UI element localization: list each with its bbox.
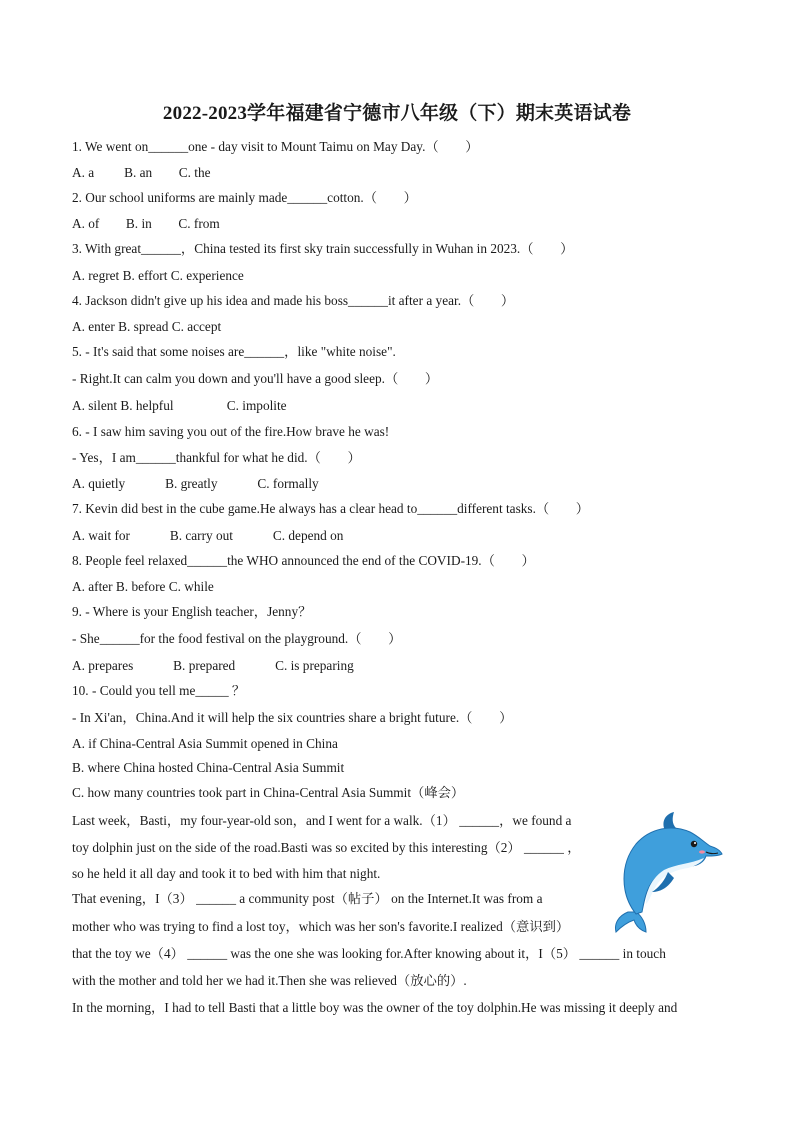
passage-line-4: That evening，I（3） ______ a community post（帖子） on the Internet.It was from a <box>72 891 543 906</box>
q8-options: A. after B. before C. while <box>72 579 214 594</box>
q6-stem: 6. - I saw him saving you out of the fire.How brave he was! <box>72 424 390 439</box>
q2-options: A. of B. in C. from <box>72 216 220 231</box>
q6-response: - Yes，I am______thankful for what he did.（ ） <box>72 450 361 465</box>
q10-option-a: A. if China-Central Asia Summit opened in China <box>72 736 338 751</box>
q10-stem: 10. - Could you tell me_____ ？ <box>72 683 246 698</box>
q1-options: A. a B. an C. the <box>72 165 211 180</box>
q4-stem: 4. Jackson didn't give up his idea and made his boss______it after a year.（ ） <box>72 293 515 308</box>
q9-stem: 9. - Where is your English teacher，Jenny？ <box>72 604 312 619</box>
passage-line-3: so he held it all day and took it to bed with him that night. <box>72 866 381 881</box>
q10-response: - In Xi'an，China.And it will help the six countries share a bright future.（ ） <box>72 710 513 725</box>
passage-line-7: with the mother and told her we had it.Then she was relieved（放心的）. <box>72 973 467 988</box>
dolphin-icon <box>616 812 723 932</box>
q2-stem: 2. Our school uniforms are mainly made______cotton.（ ） <box>72 190 417 205</box>
q9-options: A. prepares B. prepared C. is preparing <box>72 658 354 673</box>
q3-options: A. regret B. effort C. experience <box>72 268 244 283</box>
q10-option-b: B. where China hosted China-Central Asia Summit <box>72 760 345 775</box>
q7-stem: 7. Kevin did best in the cube game.He always has a clear head to______different tasks.（ ） <box>72 501 590 516</box>
passage-line-6: that the toy we（4） ______ was the one she was looking for.After knowing about it，I（5） ______ in touch <box>72 946 666 961</box>
exam-title: 2022-2023学年福建省宁德市八年级（下）期末英语试卷 <box>162 103 632 124</box>
q7-options: A. wait for B. carry out C. depend on <box>72 528 344 543</box>
q9-response: - She______for the food festival on the playground.（ ） <box>72 631 402 646</box>
q5-options: A. silent B. helpful C. impolite <box>72 398 287 413</box>
q3-stem: 3. With great______，China tested its first sky train successfully in Wuhan in 2023.（ ） <box>72 241 574 256</box>
dolphin-illustration <box>606 812 724 934</box>
q4-options: A. enter B. spread C. accept <box>72 319 222 334</box>
q5-response: - Right.It can calm you down and you'll have a good sleep.（ ） <box>72 371 439 386</box>
passage-line-8: In the morning，I had to tell Basti that a little boy was the owner of the toy dolphin.He was missing it deeply and <box>72 1000 678 1015</box>
q6-options: A. quietly B. greatly C. formally <box>72 476 319 491</box>
q5-stem: 5. - It's said that some noises are______，like "white noise". <box>72 344 396 359</box>
q8-stem: 8. People feel relaxed______the WHO announced the end of the COVID-19.（ ） <box>72 553 535 568</box>
passage-line-1: Last week，Basti，my four-year-old son，and I went for a walk.（1） ______，we found a <box>72 813 572 828</box>
passage-line-2: toy dolphin just on the side of the road.Basti was so excited by this interesting（2） ______ ， <box>72 840 581 855</box>
q10-option-c: C. how many countries took part in China-Central Asia Summit（峰会） <box>72 785 465 800</box>
passage-line-5: mother who was trying to find a lost toy，which was her son's favorite.I realized（意识到） <box>72 919 570 934</box>
q1-stem: 1. We went on______one - day visit to Mount Taimu on May Day.（ ） <box>72 139 479 154</box>
